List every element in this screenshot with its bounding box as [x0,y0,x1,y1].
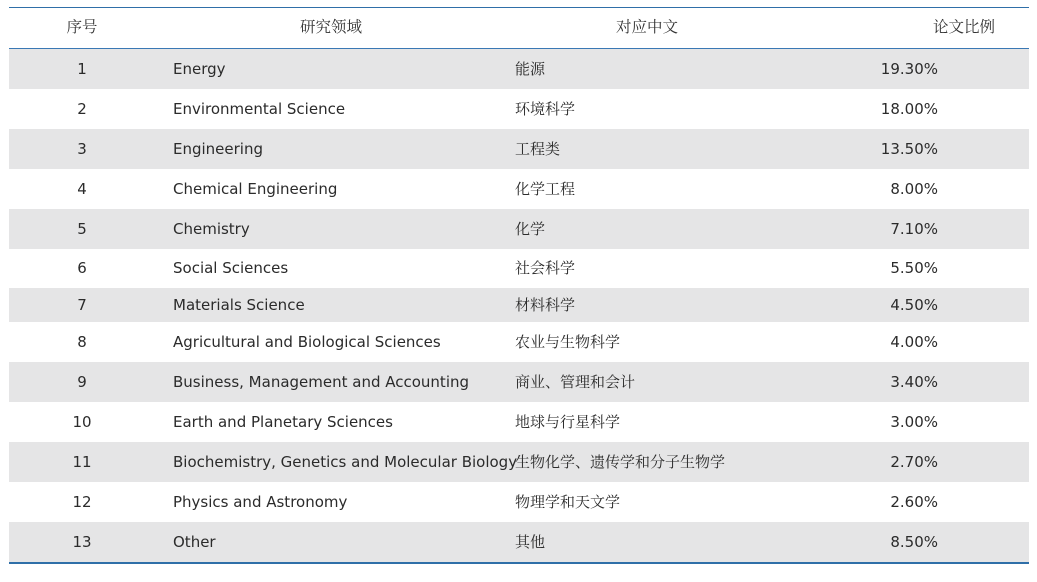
row-chinese: 地球与行星科学 [515,412,621,431]
row-ratio: 18.00% [880,99,938,118]
row-index: 5 [77,219,87,238]
table-row [9,129,1029,169]
row-index: 12 [72,492,92,511]
header-index: 序号 [66,18,98,37]
header-field: 研究领域 [299,18,362,37]
header-ratio: 论文比例 [932,18,995,37]
row-index: 9 [77,372,87,391]
row-ratio: 7.10% [890,219,938,238]
row-field: Business, Management and Accounting [173,372,470,391]
row-ratio: 3.00% [890,412,938,431]
table-header-row [9,8,1029,48]
table-row [9,209,1029,249]
row-ratio: 2.70% [890,452,938,471]
row-ratio: 2.60% [890,492,938,511]
table-row [9,322,1029,362]
row-ratio: 5.50% [890,259,938,277]
row-index: 6 [77,259,87,277]
row-index: 7 [77,295,87,314]
row-index: 11 [72,452,92,471]
table-row [9,169,1029,209]
table-row [9,522,1029,562]
table-bottom-rule [9,562,1029,564]
row-field: Chemical Engineering [173,179,338,198]
row-field: Chemistry [173,219,250,238]
row-chinese: 化学 [515,219,546,238]
table-row [9,49,1029,89]
row-index: 3 [77,139,87,158]
table-row [9,362,1029,402]
row-field: Engineering [173,139,263,158]
row-field: Materials Science [173,295,305,314]
table-row [9,442,1029,482]
table-row [9,482,1029,522]
header-chinese: 对应中文 [615,18,678,37]
row-ratio: 8.00% [890,179,938,198]
row-chinese: 农业与生物科学 [515,332,621,351]
row-chinese: 生物化学、遗传学和分子生物学 [515,452,726,471]
row-chinese: 能源 [515,59,546,78]
row-index: 13 [72,532,92,551]
row-index: 8 [77,332,87,351]
row-ratio: 3.40% [890,372,938,391]
row-chinese: 商业、管理和会计 [515,372,636,391]
row-index: 10 [72,412,92,431]
table-row [9,288,1029,322]
row-field: Agricultural and Biological Sciences [173,332,441,351]
table-body [9,49,1029,562]
row-chinese: 化学工程 [515,179,576,198]
row-ratio: 8.50% [890,532,938,551]
row-index: 1 [77,59,87,78]
row-field: Physics and Astronomy [173,492,348,511]
table-row [9,249,1029,288]
row-field: Other [173,532,216,551]
row-chinese: 材料科学 [515,295,576,314]
row-field: Social Sciences [173,259,289,277]
row-chinese: 其他 [515,532,546,551]
research-field-table [9,7,1029,564]
table-row [9,89,1029,129]
row-ratio: 19.30% [880,59,938,78]
row-field: Energy [173,59,226,78]
row-chinese: 物理学和天文学 [515,492,621,511]
row-field: Environmental Science [173,99,346,118]
row-chinese: 环境科学 [515,99,576,118]
row-ratio: 4.50% [890,295,938,314]
row-index: 2 [77,99,87,118]
row-ratio: 13.50% [880,139,938,158]
row-chinese: 社会科学 [515,259,576,277]
table-row [9,402,1029,442]
row-field: Earth and Planetary Sciences [173,412,393,431]
row-field: Biochemistry, Genetics and Molecular Biology [173,452,518,471]
row-index: 4 [77,179,87,198]
row-ratio: 4.00% [890,332,938,351]
row-chinese: 工程类 [515,139,561,158]
